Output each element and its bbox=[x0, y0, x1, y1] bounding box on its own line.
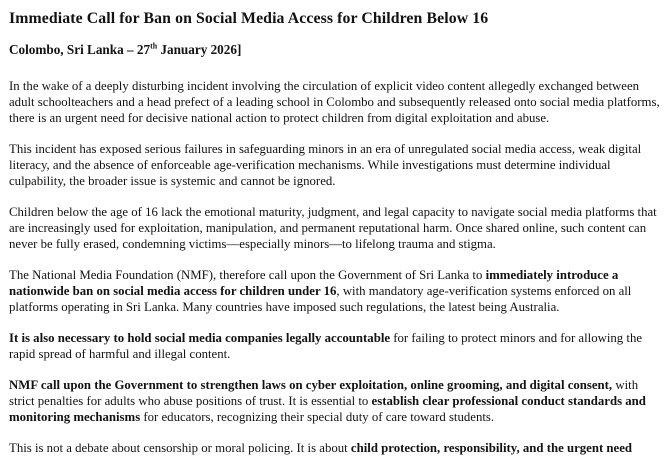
bold-text-run: It is also necessary to hold social media companies legally accountable bbox=[9, 331, 391, 345]
paragraph bbox=[9, 204, 666, 252]
bold-text-run: NMF call upon the Government to strengthen laws on cyber exploitation, online grooming, and digital consent, bbox=[9, 378, 613, 392]
text-run: The National Media Foundation (NMF), therefore call upon the Government of Sri Lanka to bbox=[9, 268, 486, 282]
text-run: for educators, recognizing their special duty of care toward students. bbox=[140, 410, 495, 424]
paragraph bbox=[9, 267, 666, 315]
bold-text-run: child protection, responsibility, and the urgent need bbox=[350, 441, 632, 455]
paragraph bbox=[9, 330, 666, 362]
paragraph bbox=[9, 440, 666, 456]
paragraph bbox=[9, 141, 666, 189]
text-run: with strict penalties for adults who abuse positions of trust. It is essential to bbox=[9, 378, 639, 408]
document-body bbox=[9, 78, 666, 456]
text-run: This is not a debate about censorship or moral policing. It is about bbox=[9, 441, 351, 455]
text-run: for failing to protect minors and for allowing the rapid spread of harmful and illegal content. bbox=[9, 331, 643, 361]
text-run: , with mandatory age-verification systems enforced on all platforms operating in Sri Lanka. Many countries have imposed such regulations, the latest being Australia. bbox=[9, 284, 632, 314]
document-title: Immediate Call for Ban on Social Media Access for Children Below 16 bbox=[9, 10, 489, 27]
text-run: Children below the age of 16 lack the emotional maturity, judgment, and legal capacity to navigate social media platforms that are increasingly used for exploitation, manipulation, and permanent reputational harm. Once shared online, such content can never be fully erased, condemning victims—especially minors—to lifelong trauma and stigma. bbox=[9, 205, 657, 251]
bold-text-run: January 2026] bbox=[157, 42, 242, 57]
bold-text-run: th bbox=[150, 41, 158, 51]
text-run: This incident has exposed serious failures in safeguarding minors in an era of unregulated social media access, weak digital literacy, and the absence of enforceable age-verification mechanisms. While investigations must determine individual culpability, the broader issue is systemic and cannot be ignored. bbox=[9, 142, 642, 188]
bold-text-run: establish clear professional conduct standards and monitoring mechanisms bbox=[9, 394, 646, 424]
text-run: In the wake of a deeply disturbing incident involving the circulation of explicit video content allegedly exchanged between adult schoolteachers and a head prefect of a leading school in Colombo and subsequently released onto social media platforms, there is an urgent need for decisive national action to protect children from digital exploitation and abuse. bbox=[9, 79, 660, 125]
bold-text-run: immediately introduce a nationwide ban on social media access for children under 16 bbox=[9, 268, 619, 298]
bold-text-run: Colombo, Sri Lanka – 27 bbox=[9, 42, 151, 57]
dateline bbox=[9, 42, 666, 57]
paragraph bbox=[9, 377, 666, 425]
paragraph bbox=[9, 78, 666, 126]
